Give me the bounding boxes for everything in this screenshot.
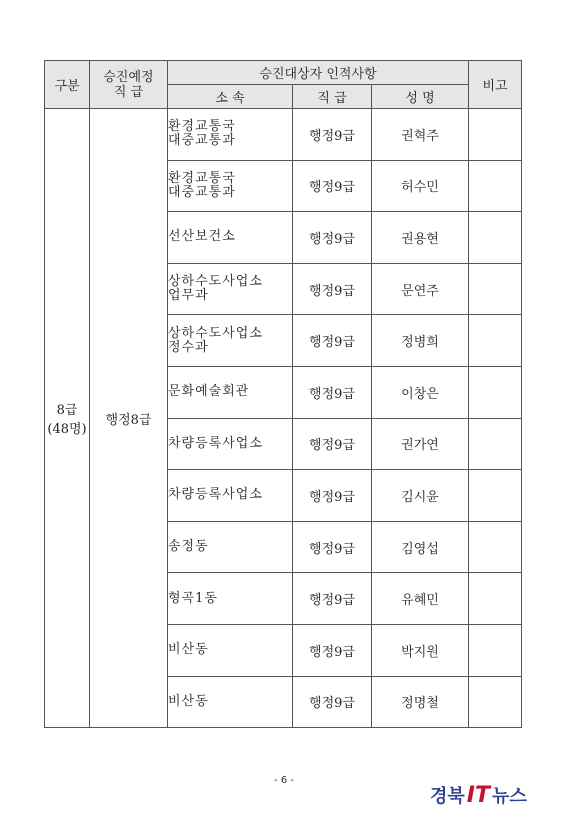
category-cell [45,109,90,728]
current-rank-cell: 행정9급 [293,263,372,315]
remarks-cell [469,160,522,212]
department-line: 문화예술회관 [168,384,250,400]
current-rank-cell: 행정9급 [293,366,372,418]
name-cell: 권혁주 [372,109,469,161]
remarks-cell [469,212,522,264]
name-cell: 정명철 [372,676,469,728]
department-line: 송정동 [168,539,209,555]
department-cell [168,521,293,573]
table-row [45,109,522,161]
department-line: 선산보건소 [168,229,236,245]
name-cell: 허수민 [372,160,469,212]
name-cell: 김시윤 [372,470,469,522]
current-rank-cell: 행정9급 [293,418,372,470]
header-department: 소 속 [168,85,293,109]
department-line: 대중교통과 [168,133,236,149]
remarks-cell [469,521,522,573]
news-logo [430,782,527,810]
name-cell: 문연주 [372,263,469,315]
name-cell: 이창은 [372,366,469,418]
department-line: 차량등록사업소 [168,435,263,451]
header-planned-rank-line2: 직 급 [113,84,144,100]
department-cell [168,366,293,418]
department-cell [168,212,293,264]
remarks-cell [469,418,522,470]
remarks-cell [469,315,522,367]
remarks-cell [469,263,522,315]
department-line: 정수과 [168,339,209,355]
page-number: - 6 - [274,775,294,786]
logo-it: IT [466,783,490,808]
department-cell [168,315,293,367]
remarks-cell [469,366,522,418]
department-line: 환경교통국 [168,119,236,135]
logo-prefix: 경북 [430,786,465,807]
current-rank-cell: 행정9급 [293,212,372,264]
current-rank-cell: 행정9급 [293,109,372,161]
current-rank-cell: 행정9급 [293,624,372,676]
department-line: 비산동 [168,693,209,709]
department-line: 환경교통국 [168,170,236,186]
remarks-cell [469,676,522,728]
name-cell: 정병희 [372,315,469,367]
department-line: 대중교통과 [168,184,236,200]
remarks-cell [469,470,522,522]
remarks-cell [469,109,522,161]
department-line: 업무과 [168,288,209,304]
name-cell: 권용현 [372,212,469,264]
category-grade: 8급 [56,403,78,419]
department-line: 형곡1동 [168,590,218,606]
department-line: 차량등록사업소 [168,487,263,503]
category-count: (48명) [47,422,87,438]
current-rank-cell: 행정9급 [293,676,372,728]
name-cell: 김영섭 [372,521,469,573]
department-line: 상하수도사업소 [168,274,263,290]
department-cell [168,624,293,676]
header-category: 구분 [45,61,90,109]
department-line: 비산동 [168,642,209,658]
header-current-rank: 직 급 [293,85,372,109]
name-cell: 권가연 [372,418,469,470]
department-cell [168,676,293,728]
current-rank-cell: 행정9급 [293,573,372,625]
department-line: 상하수도사업소 [168,325,263,341]
name-cell: 유혜민 [372,573,469,625]
name-cell: 박지원 [372,624,469,676]
department-cell [168,470,293,522]
logo-suffix: 뉴스 [491,786,527,807]
current-rank-cell: 행정9급 [293,470,372,522]
header-remarks: 비고 [469,61,522,109]
promotion-candidate-table [44,60,522,728]
header-name: 성 명 [372,85,469,109]
department-cell [168,109,293,161]
header-planned-rank [90,61,168,109]
table-body [45,109,522,728]
current-rank-cell: 행정9급 [293,521,372,573]
department-cell [168,160,293,212]
department-cell [168,418,293,470]
remarks-cell [469,573,522,625]
remarks-cell [469,624,522,676]
header-planned-rank-line1: 승진예정 [103,69,154,85]
current-rank-cell: 행정9급 [293,315,372,367]
header-candidate-group: 승진대상자 인적사항 [168,61,469,85]
department-cell [168,573,293,625]
planned-rank-cell: 행정8급 [90,109,168,728]
current-rank-cell: 행정9급 [293,160,372,212]
department-cell [168,263,293,315]
